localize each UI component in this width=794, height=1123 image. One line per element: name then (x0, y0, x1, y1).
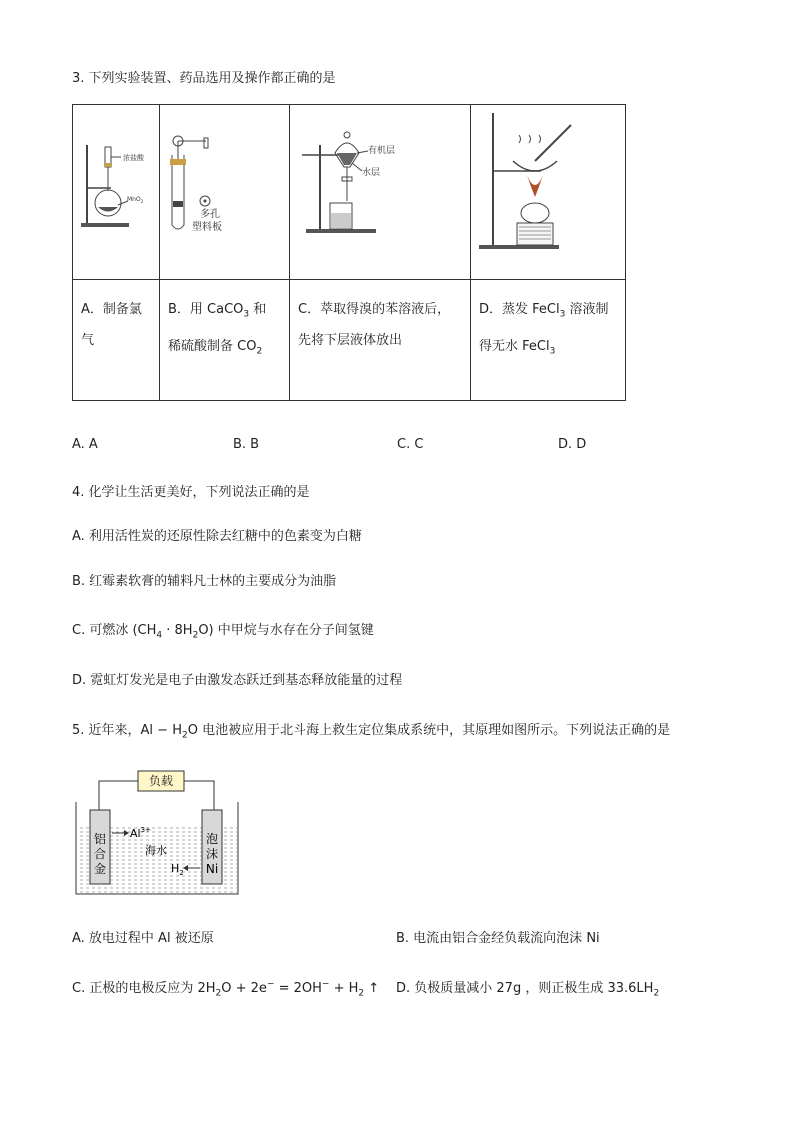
right-electrode-char-2: 沫 (205, 847, 219, 861)
cell-a-line2: 气 (81, 333, 95, 348)
cell-d-line1: D．蒸发 FeCl$_3$ 溶液制 (479, 302, 609, 320)
label-water-layer: 水层 (362, 168, 381, 178)
cell-a-line1: A．制备氯 (81, 302, 142, 317)
q5-option-d[interactable]: D. 负极质量减小 27g ，则正极生成 $33.6LH_2$ (396, 981, 660, 999)
load-label: 负载 (148, 774, 174, 788)
right-electrode-char-3: Ni (205, 862, 219, 876)
chlorine-setup-drawing (73, 105, 159, 275)
right-electrode-char-1: 泡 (205, 832, 219, 846)
q4-option-b[interactable]: B. 红霉素软膏的辅料凡士林的主要成分为油脂 (72, 574, 337, 589)
q4-stem: 4. 化学让生活更美好，下列说法正确的是 (72, 485, 310, 500)
apparatus-b-image (160, 105, 290, 280)
al-ion-label: $Al^{3+}$ (130, 826, 151, 840)
separatory-funnel-drawing (290, 105, 470, 275)
label-plastic-plate: 塑料板 (192, 222, 222, 233)
battery-diagram (74, 770, 240, 898)
q4-option-a[interactable]: A. 利用活性炭的还原性除去红糖中的色素变为白糖 (72, 529, 362, 544)
apparatus-a-image (73, 105, 160, 280)
cell-d-line2: 得无水 FeCl$_3$ (479, 338, 556, 357)
apparatus-c-image (290, 105, 471, 280)
option-cell-d (471, 280, 626, 401)
q5-option-a[interactable]: A. 放电过程中 Al 被还原 (72, 931, 214, 946)
apparatus-d-image (471, 105, 626, 280)
left-electrode-char-1: 铝 (93, 832, 107, 846)
q3-stem: 3. 下列实验装置、药品选用及操作都正确的是 (72, 71, 336, 86)
cell-c-line1: C．萃取得溴的苯溶液后， (298, 302, 451, 317)
cell-b-line1: B．用 CaCO$_3$ 和 (168, 302, 267, 320)
q3-option-b[interactable]: B. B (233, 437, 260, 452)
left-electrode-char-2: 合 (93, 847, 107, 861)
cell-c-line2: 先将下层液体放出 (298, 333, 403, 348)
q3-option-d[interactable]: D. D (558, 437, 587, 452)
option-cell-c (290, 280, 471, 401)
q3-option-c[interactable]: C. C (397, 437, 424, 452)
left-electrode-char-3: 金 (93, 862, 107, 876)
test-tube-setup-drawing (160, 105, 289, 275)
cell-b-line2: 稀硫酸制备 $CO_2$ (168, 338, 263, 357)
label-mno2: MnO$_2$ (127, 196, 144, 204)
q3-option-a[interactable]: A. A (72, 437, 98, 452)
q4-option-c[interactable]: C. 可燃冰 $(CH_4 \cdot 8H_2O)$ 中甲烷与水存在分子间氢键 (72, 623, 374, 641)
q5-option-b[interactable]: B. 电流由铝合金经负载流向泡沫 Ni (396, 931, 600, 946)
label-organic-layer: 有机层 (368, 146, 396, 156)
option-cell-b (160, 280, 290, 401)
seawater-label: 海水 (145, 844, 167, 857)
evaporation-setup-drawing (471, 105, 625, 275)
label-porous: 多孔 (200, 209, 220, 220)
h2-label: $H_2$ (171, 862, 184, 877)
q4-option-d[interactable]: D. 霓虹灯发光是电子由激发态跃迁到基态释放能量的过程 (72, 673, 403, 688)
label-conc-hcl: 浓盐酸 (123, 154, 144, 162)
option-cell-a (73, 280, 160, 401)
apparatus-table (72, 104, 626, 401)
q5-option-c[interactable]: C. 正极的电极反应为 $2H_2O + 2e^- = 2OH^- + H_2$ ↑ (72, 979, 380, 999)
q5-stem: 5. 近年来，$Al - H_2O$ 电池被应用于北斗海上救生定位集成系统中，其原理如图所示。下列说法正确的是 (72, 723, 671, 741)
